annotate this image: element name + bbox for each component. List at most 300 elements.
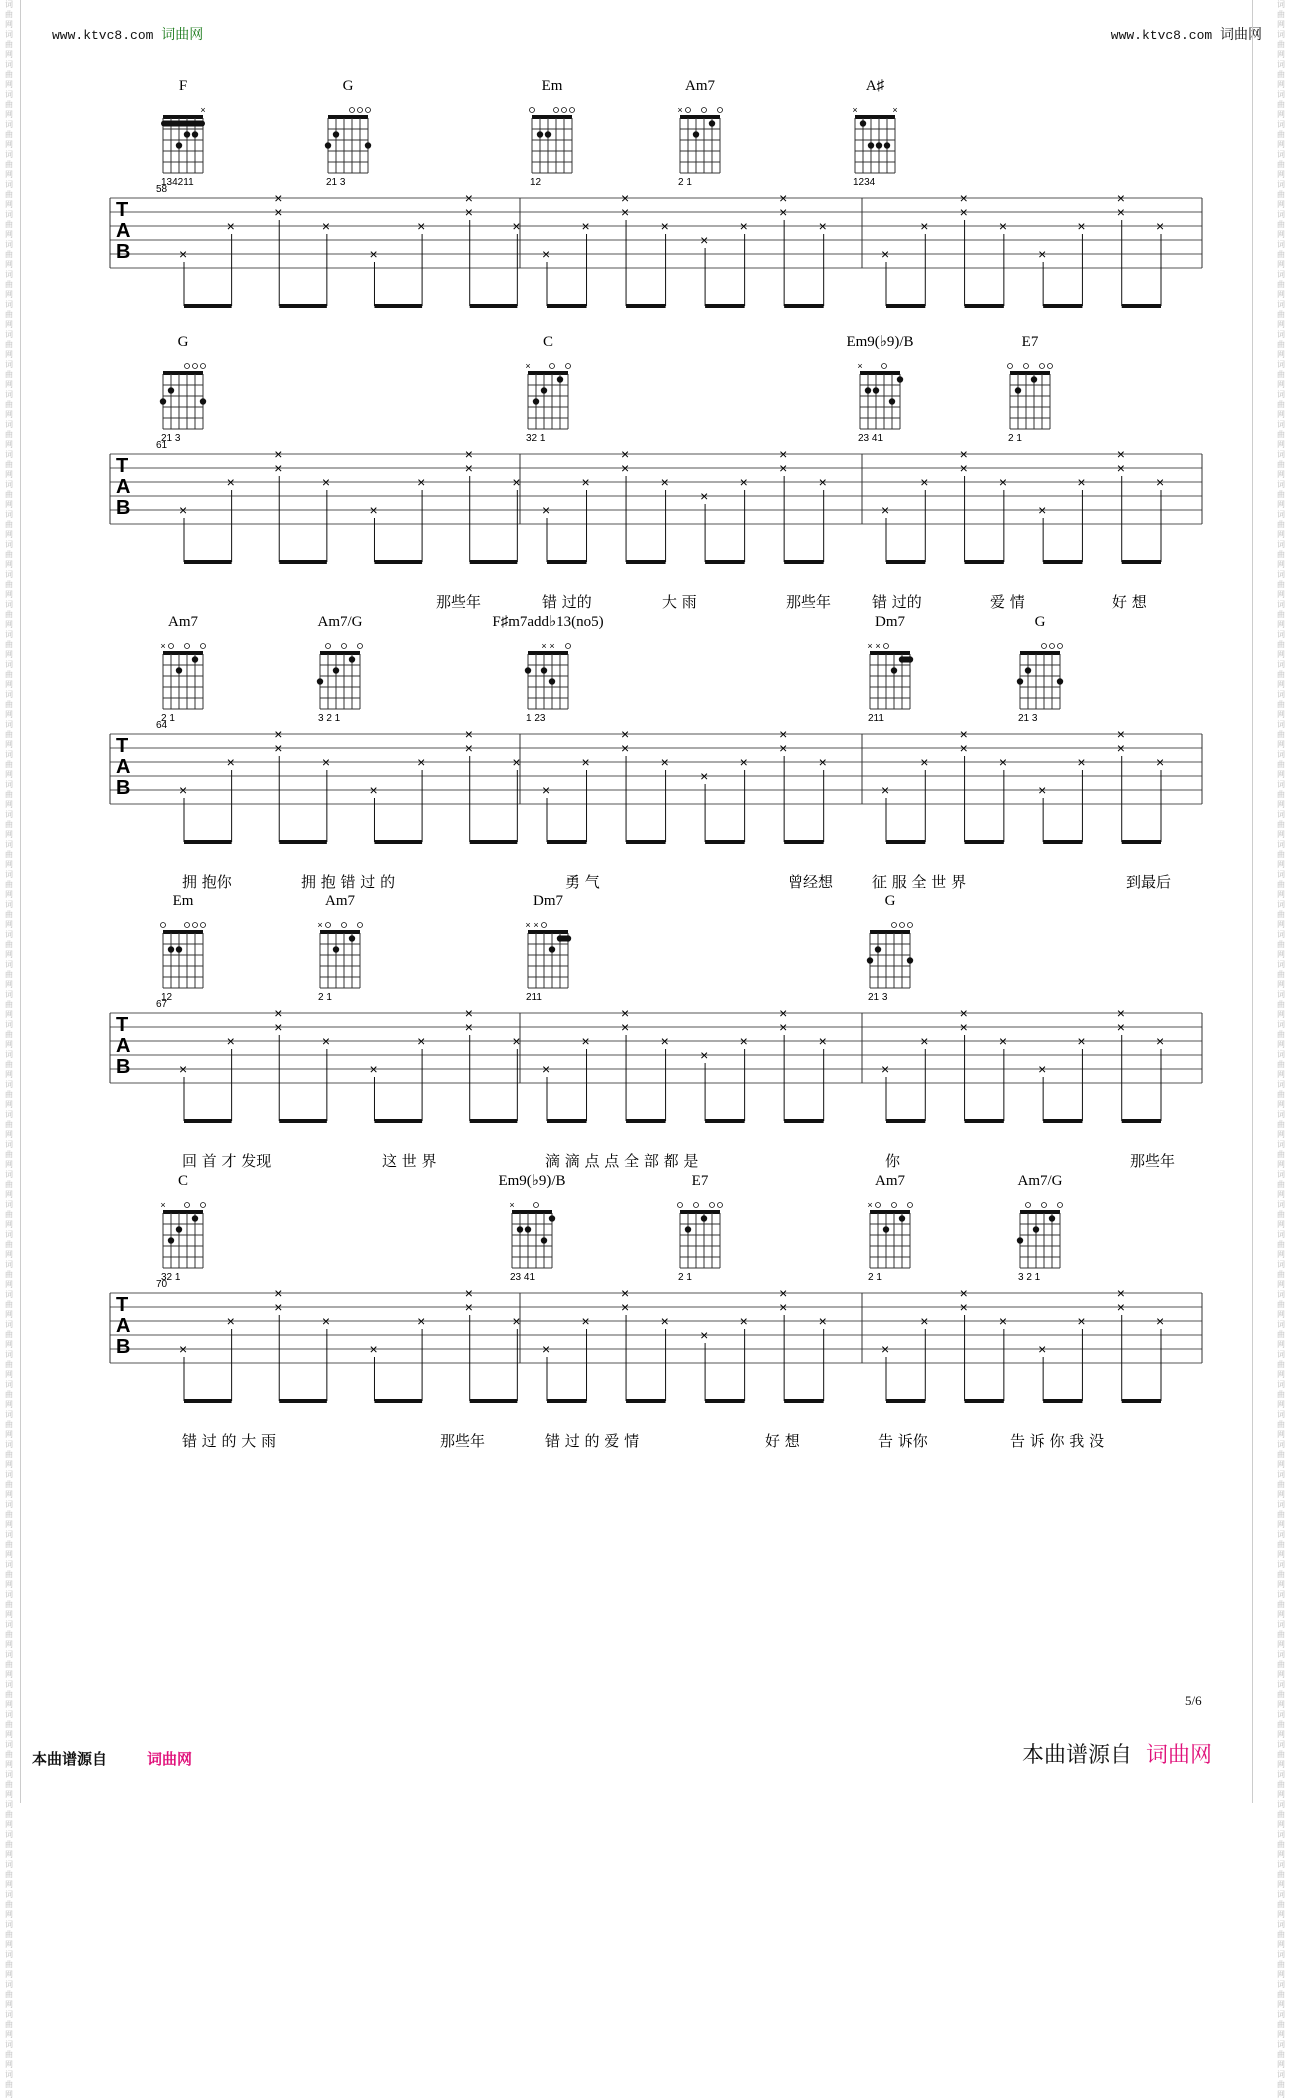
tab-note-x: ×	[739, 218, 748, 234]
tab-note-x: ×	[1116, 460, 1125, 476]
finger-dot	[1017, 1237, 1023, 1243]
muted-string-marker: ×	[677, 105, 683, 115]
tab-note-x: ×	[621, 740, 630, 756]
finger-dot	[876, 142, 882, 148]
tab-note-x: ×	[274, 1285, 283, 1301]
tab-note-x: ×	[274, 1299, 283, 1315]
open-string-marker	[1042, 644, 1047, 649]
chord-nut	[1020, 651, 1060, 655]
tab-note-x: ×	[464, 190, 473, 206]
tab-note-x: ×	[959, 1285, 968, 1301]
finger-dot	[549, 1215, 555, 1221]
open-string-marker	[554, 108, 559, 113]
chord-diagram	[677, 78, 722, 188]
finger-dot	[867, 957, 873, 963]
chord-diagram	[492, 614, 603, 724]
tab-note-x: ×	[818, 1313, 827, 1329]
tab-note-x: ×	[920, 474, 929, 490]
open-string-marker	[326, 644, 331, 649]
tab-note-x: ×	[274, 726, 283, 742]
tab-note-x: ×	[274, 740, 283, 756]
tab-note-x: ×	[321, 1313, 331, 1329]
lyric-text: 你	[885, 1152, 901, 1170]
tab-note-x: ×	[818, 474, 827, 490]
open-string-marker	[1058, 1203, 1063, 1208]
tab-note-x: ×	[700, 1047, 709, 1063]
tab-note-x: ×	[542, 782, 551, 798]
tab-clef-letter: T	[116, 199, 129, 221]
finger-dot	[907, 957, 913, 963]
chord-fingering: 23 41	[858, 433, 884, 444]
open-string-marker	[1058, 644, 1063, 649]
open-string-marker	[185, 923, 190, 928]
measure-number: 70	[156, 1279, 168, 1290]
side-watermark-left: 词曲网词曲网词曲网词曲网词曲网词曲网词曲网词曲网词曲网词曲网词曲网词曲网词曲网词曲网词曲网词曲网词曲网词曲网词曲网词曲网词曲网词曲网词曲网词曲网词曲网词曲网词曲网词曲网词曲网词曲网词曲网词曲网词曲网词曲网词曲网词曲网词曲网词曲网词曲网词曲网词曲网词曲网词曲网词曲网词曲网词曲网词曲网词曲网词曲网词曲网词曲网词曲网词曲网词曲网词曲网词曲网词曲网词曲网词曲网词曲网词曲网词曲网词曲网词曲网词曲网词曲网词曲网词曲网词曲网词曲网	[5, 0, 13, 2099]
chord-diagram	[161, 78, 206, 188]
finger-dot	[525, 1226, 531, 1232]
tab-note-x: ×	[881, 1061, 890, 1077]
tab-note-x: ×	[417, 1033, 426, 1049]
finger-dot	[897, 376, 903, 382]
finger-dot	[317, 678, 323, 684]
open-string-marker	[193, 923, 198, 928]
tab-clef-letter: B	[116, 497, 131, 519]
tab-note-x: ×	[464, 1005, 473, 1021]
tab-note-x: ×	[621, 1285, 630, 1301]
tab-note-x: ×	[179, 1061, 188, 1077]
tab-note-x: ×	[274, 190, 283, 206]
lyric-text: 错 过 的 大 雨	[182, 1432, 277, 1450]
finger-dot	[549, 946, 555, 952]
muted-string-marker: ×	[867, 641, 873, 651]
chord-nut	[855, 115, 895, 119]
chord-diagram	[161, 893, 206, 1003]
chord-fingering: 3 2 1	[318, 713, 341, 724]
lyric-text: 拥 抱你	[182, 873, 232, 891]
finger-dot	[701, 1215, 707, 1221]
tab-note-x: ×	[1116, 740, 1125, 756]
finger-dot	[176, 142, 182, 148]
open-string-marker	[1008, 364, 1013, 369]
chord-nut	[320, 930, 360, 934]
chord-diagram	[867, 614, 913, 724]
tab-note-x: ×	[369, 1341, 378, 1357]
open-string-marker	[562, 108, 567, 113]
tab-note-x: ×	[920, 218, 929, 234]
chord-name: G	[342, 78, 354, 94]
measure-number: 67	[156, 999, 168, 1010]
tab-note-x: ×	[881, 246, 890, 262]
tab-note-x: ×	[1116, 1285, 1125, 1301]
chord-fingering: 2 1	[678, 1272, 692, 1283]
lyric-text: 错 过的	[872, 593, 922, 611]
open-string-marker	[342, 644, 347, 649]
tab-note-x: ×	[779, 1285, 788, 1301]
chord-nut	[860, 371, 900, 375]
tab-note-x: ×	[779, 190, 788, 206]
tab-note-x: ×	[464, 1019, 473, 1035]
chord-name: Em	[172, 893, 194, 909]
tab-note-x: ×	[1038, 1061, 1047, 1077]
tab-note-x: ×	[700, 1327, 709, 1343]
barre-bar	[161, 121, 205, 127]
muted-string-marker: ×	[857, 361, 863, 371]
tab-note-x: ×	[959, 726, 968, 742]
finger-dot	[891, 667, 897, 673]
lyric-text: 那些年	[786, 593, 832, 611]
chord-name: Dm7	[533, 893, 563, 909]
chord-fingering: 2 1	[678, 177, 692, 188]
tab-clef-letter: T	[116, 455, 129, 477]
finger-dot	[525, 667, 531, 673]
open-string-marker	[702, 108, 707, 113]
chord-fingering: 23 41	[510, 1272, 536, 1283]
finger-dot	[1033, 1226, 1039, 1232]
tab-note-x: ×	[881, 782, 890, 798]
finger-dot	[365, 142, 371, 148]
chord-nut	[512, 1210, 552, 1214]
finger-dot	[889, 398, 895, 404]
site-url[interactable]: www.ktvc8.com	[52, 28, 154, 43]
open-string-marker	[882, 364, 887, 369]
chord-diagram	[525, 334, 570, 444]
chord-name: Am7/G	[317, 614, 363, 630]
finger-dot	[860, 120, 866, 126]
tab-clef-letter: T	[116, 735, 129, 757]
finger-dot	[709, 120, 715, 126]
chord-nut	[320, 651, 360, 655]
tab-note-x: ×	[512, 1033, 521, 1049]
tab-note-x: ×	[321, 474, 331, 490]
tab-note-x: ×	[274, 204, 283, 220]
chord-diagram	[317, 893, 362, 1003]
finger-dot	[899, 1215, 905, 1221]
footer-source-right	[1022, 1738, 1212, 1769]
finger-dot	[333, 946, 339, 952]
chord-fingering: 2 1	[1008, 433, 1022, 444]
tab-note-x: ×	[621, 460, 630, 476]
finger-dot	[549, 678, 555, 684]
chord-name: G	[1034, 614, 1046, 630]
tab-note-x: ×	[660, 474, 669, 490]
lyric-text: 征 服 全 世 界	[872, 873, 967, 891]
chord-diagram	[525, 893, 571, 1003]
finger-dot	[176, 667, 182, 673]
tab-note-x: ×	[369, 782, 378, 798]
tab-note-x: ×	[581, 474, 590, 490]
tab-note-x: ×	[542, 1341, 551, 1357]
chord-nut	[870, 1210, 910, 1214]
tab-note-x: ×	[417, 754, 426, 770]
finger-dot	[541, 387, 547, 393]
tab-note-x: ×	[779, 460, 788, 476]
tab-note-x: ×	[1077, 474, 1086, 490]
open-string-marker	[908, 1203, 913, 1208]
open-string-marker	[201, 364, 206, 369]
tab-note-x: ×	[779, 446, 788, 462]
open-string-marker	[718, 108, 723, 113]
tab-note-x: ×	[818, 754, 827, 770]
open-string-marker	[686, 108, 691, 113]
tab-note-x: ×	[542, 1061, 551, 1077]
tab-note-x: ×	[581, 754, 590, 770]
tab-clef-letter: B	[116, 1336, 131, 1358]
tab-clef-letter: T	[116, 1014, 129, 1036]
tab-note-x: ×	[417, 218, 426, 234]
tab-note-x: ×	[274, 1019, 283, 1035]
chord-nut	[680, 115, 720, 119]
tab-note-x: ×	[464, 1299, 473, 1315]
open-string-marker	[876, 1203, 881, 1208]
tab-clef-letter: B	[116, 777, 131, 799]
chord-fingering: 21 3	[868, 992, 888, 1003]
tab-note-x: ×	[779, 740, 788, 756]
tab-note-x: ×	[700, 768, 709, 784]
chord-nut	[163, 1210, 203, 1214]
tab-note-x: ×	[1038, 246, 1047, 262]
tab-clef-letter: A	[116, 1315, 131, 1337]
site-name[interactable]: 词曲网	[161, 27, 204, 43]
tab-note-x: ×	[1077, 754, 1086, 770]
chord-name: C	[177, 1173, 189, 1189]
tab-note-x: ×	[464, 446, 473, 462]
finger-dot	[1025, 667, 1031, 673]
muted-string-marker: ×	[200, 105, 206, 115]
tab-note-x: ×	[1156, 1033, 1165, 1049]
tab-note-x: ×	[998, 1313, 1008, 1329]
open-string-marker	[201, 644, 206, 649]
open-string-marker	[366, 108, 371, 113]
tab-note-x: ×	[959, 446, 968, 462]
chord-name: E7	[1021, 334, 1039, 350]
lyric-text: 错 过 的 爱 情	[545, 1432, 640, 1450]
finger-dot	[883, 1226, 889, 1232]
tab-note-x: ×	[581, 218, 590, 234]
page-number: 5/6	[1185, 1693, 1202, 1708]
finger-dot	[1057, 678, 1063, 684]
chord-diagram	[160, 614, 205, 724]
tab-note-x: ×	[512, 218, 521, 234]
open-string-marker	[908, 923, 913, 928]
open-string-marker	[566, 644, 571, 649]
tab-note-x: ×	[739, 1033, 748, 1049]
tab-note-x: ×	[621, 446, 630, 462]
measure-number: 64	[156, 720, 168, 731]
finger-dot	[200, 398, 206, 404]
finger-dot	[192, 131, 198, 137]
chord-diagram	[867, 1173, 912, 1283]
chord-diagram	[498, 1173, 565, 1283]
tab-note-x: ×	[1156, 1313, 1165, 1329]
tab-clef-letter: B	[116, 1056, 131, 1078]
chord-nut	[528, 371, 568, 375]
finger-dot	[685, 1226, 691, 1232]
chord-diagram	[852, 78, 897, 188]
tab-note-x: ×	[226, 1033, 235, 1049]
tab-note-x: ×	[920, 754, 929, 770]
finger-dot	[533, 398, 539, 404]
tab-note-x: ×	[417, 474, 426, 490]
chord-name: C	[542, 334, 554, 350]
tab-note-x: ×	[226, 1313, 235, 1329]
tab-note-x: ×	[621, 190, 630, 206]
chord-fingering: 211	[526, 992, 542, 1003]
chord-diagram	[846, 334, 913, 444]
finger-dot	[873, 387, 879, 393]
chord-nut	[1020, 1210, 1060, 1214]
open-string-marker	[193, 364, 198, 369]
tab-note-x: ×	[464, 740, 473, 756]
footer-prefix: 本曲谱源自	[1022, 1743, 1133, 1768]
chord-diagram	[867, 893, 913, 1003]
tab-note-x: ×	[179, 502, 188, 518]
tab-note-x: ×	[542, 502, 551, 518]
footer-site-link[interactable]: 词曲网	[147, 1750, 193, 1768]
open-string-marker	[350, 108, 355, 113]
tab-note-x: ×	[1116, 726, 1125, 742]
tab-note-x: ×	[998, 1033, 1008, 1049]
tab-note-x: ×	[959, 1005, 968, 1021]
open-string-marker	[1042, 1203, 1047, 1208]
tab-note-x: ×	[621, 1005, 630, 1021]
chord-nut	[163, 115, 203, 119]
finger-dot	[168, 946, 174, 952]
tab-note-x: ×	[464, 1285, 473, 1301]
chord-name: Em	[541, 78, 563, 94]
chord-nut	[528, 651, 568, 655]
open-string-marker	[1048, 364, 1053, 369]
chord-name: G	[177, 334, 189, 350]
open-string-marker	[185, 364, 190, 369]
chord-name: Em9(♭9)/B	[846, 334, 914, 350]
tab-note-x: ×	[1116, 204, 1125, 220]
measure-number: 61	[156, 440, 168, 451]
open-string-marker	[694, 1203, 699, 1208]
open-string-marker	[892, 923, 897, 928]
muted-string-marker: ×	[533, 920, 539, 930]
chord-name: Am7	[685, 78, 715, 94]
chord-fingering: 2 1	[318, 992, 332, 1003]
site-url[interactable]: www.ktvc8.com	[1110, 28, 1213, 43]
measure-number: 58	[156, 184, 168, 195]
chord-nut	[163, 371, 203, 375]
tab-note-x: ×	[739, 474, 748, 490]
open-string-marker	[1050, 644, 1055, 649]
chord-nut	[870, 651, 910, 655]
tab-clef-letter: A	[116, 756, 131, 778]
tab-note-x: ×	[179, 782, 188, 798]
finger-dot	[349, 656, 355, 662]
tab-note-x: ×	[998, 474, 1008, 490]
chord-nut	[680, 1210, 720, 1214]
chord-name: Am7	[875, 1173, 905, 1189]
open-string-marker	[201, 1203, 206, 1208]
tab-note-x: ×	[1156, 474, 1165, 490]
tab-note-x: ×	[1116, 446, 1125, 462]
tab-note-x: ×	[920, 1033, 929, 1049]
tab-note-x: ×	[959, 190, 968, 206]
finger-dot	[557, 376, 563, 382]
tab-note-x: ×	[920, 1313, 929, 1329]
site-name: 词曲网	[1220, 27, 1262, 43]
lyric-text: 那些年	[440, 1432, 486, 1450]
tab-note-x: ×	[417, 1313, 426, 1329]
open-string-marker	[1026, 1203, 1031, 1208]
muted-string-marker: ×	[892, 105, 898, 115]
tab-clef-letter: B	[116, 241, 131, 263]
tab-clef-letter: T	[116, 1294, 129, 1316]
footer-source-left	[32, 1748, 192, 1769]
open-string-marker	[900, 923, 905, 928]
tab-note-x: ×	[581, 1033, 590, 1049]
chord-diagram	[1008, 334, 1053, 444]
chord-fingering: 21 3	[326, 177, 346, 188]
muted-string-marker: ×	[875, 641, 881, 651]
tab-note-x: ×	[779, 1005, 788, 1021]
footer-site-link[interactable]: 词曲网	[1146, 1743, 1213, 1768]
open-string-marker	[710, 1203, 715, 1208]
lyric-text: 到最后	[1126, 873, 1172, 891]
tab-note-x: ×	[1077, 1313, 1086, 1329]
lyric-text: 曾经想	[788, 873, 834, 891]
chord-fingering: 32 1	[526, 433, 546, 444]
chord-name: A♯	[865, 78, 885, 94]
lyric-text: 告 诉你	[878, 1432, 928, 1450]
tab-note-x: ×	[369, 246, 378, 262]
tab-clef-letter: A	[116, 220, 131, 242]
tab-note-x: ×	[1038, 1341, 1047, 1357]
chord-diagram	[317, 614, 363, 724]
tab-note-x: ×	[660, 754, 669, 770]
tab-note-x: ×	[779, 726, 788, 742]
tab-note-x: ×	[621, 204, 630, 220]
tab-note-x: ×	[959, 1019, 968, 1035]
finger-dot	[325, 142, 331, 148]
open-string-marker	[884, 644, 889, 649]
finger-dot	[875, 946, 881, 952]
tab-note-x: ×	[621, 1299, 630, 1315]
open-string-marker	[678, 1203, 683, 1208]
finger-dot	[333, 667, 339, 673]
tab-system	[110, 78, 1202, 306]
tab-note-x: ×	[779, 1019, 788, 1035]
finger-dot	[1015, 387, 1021, 393]
open-string-marker	[185, 1203, 190, 1208]
muted-string-marker: ×	[549, 641, 555, 651]
muted-string-marker: ×	[852, 105, 858, 115]
finger-dot	[907, 656, 913, 662]
chord-name: Am7/G	[1017, 1173, 1063, 1189]
muted-string-marker: ×	[509, 1200, 515, 1210]
finger-dot	[333, 131, 339, 137]
lyric-text: 告 诉 你 我 没	[1010, 1432, 1105, 1450]
lyric-text: 爱 情	[990, 593, 1025, 611]
lyric-text: 好 想	[1112, 593, 1147, 611]
tab-note-x: ×	[581, 1313, 590, 1329]
lyric-text: 回 首 才 发现	[182, 1152, 272, 1170]
muted-string-marker: ×	[317, 920, 323, 930]
chord-name: Am7	[325, 893, 355, 909]
tab-note-x: ×	[818, 1033, 827, 1049]
finger-dot	[557, 935, 563, 941]
tab-note-x: ×	[1156, 218, 1165, 234]
open-string-marker	[1024, 364, 1029, 369]
finger-dot	[868, 142, 874, 148]
tab-note-x: ×	[179, 246, 188, 262]
tab-note-x: ×	[1077, 1033, 1086, 1049]
finger-dot	[537, 131, 543, 137]
tab-note-x: ×	[274, 460, 283, 476]
